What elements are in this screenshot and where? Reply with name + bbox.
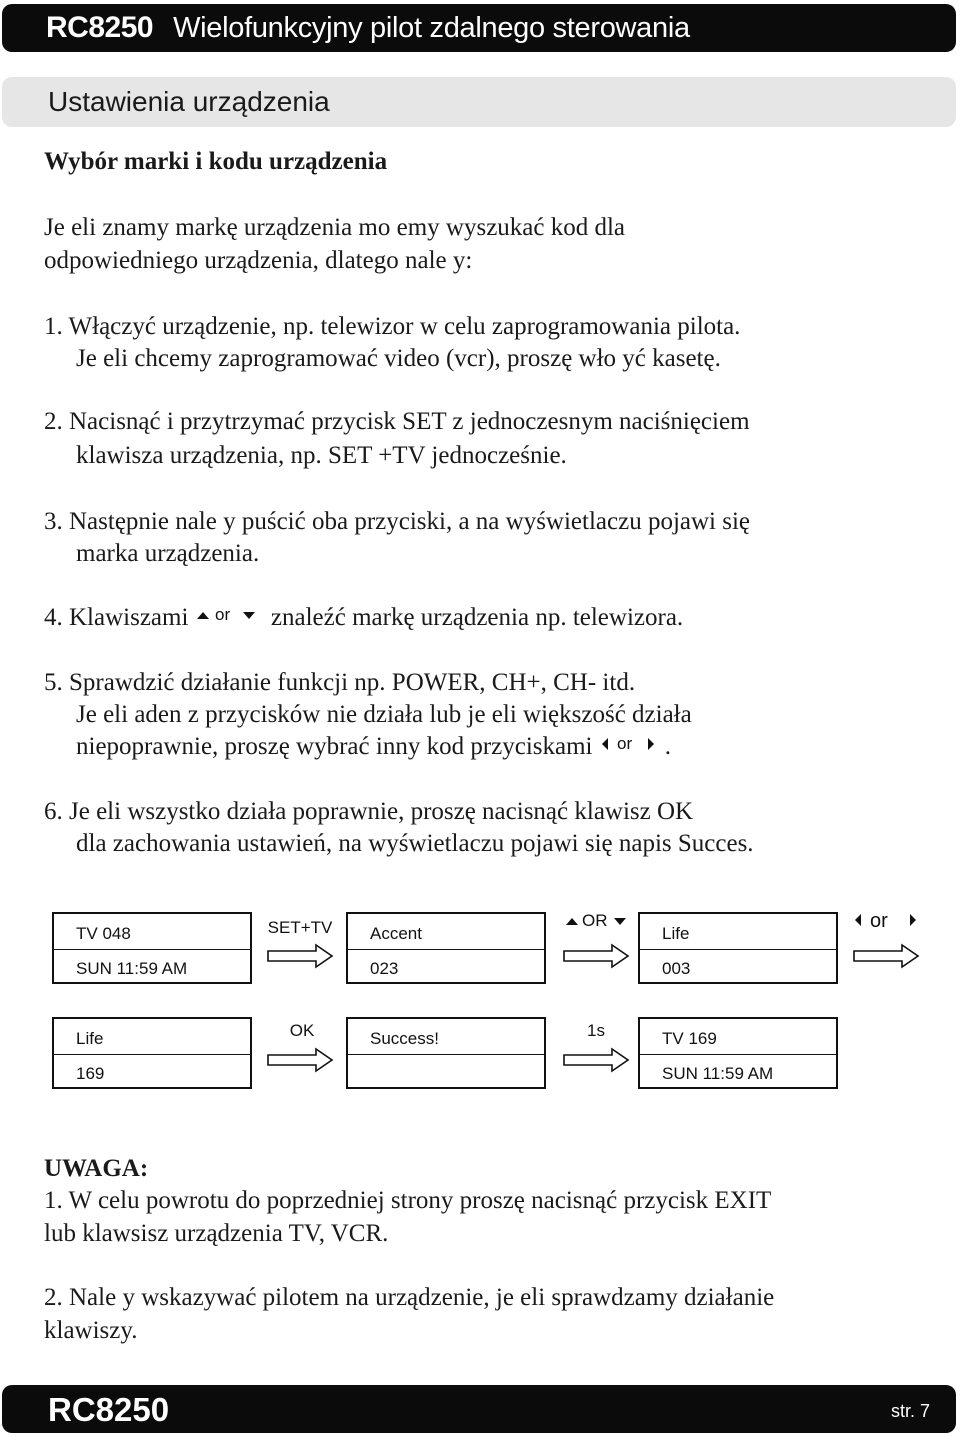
lcd-screen [52,1017,252,1089]
up-down-or-icon [562,910,634,932]
step-label-set-tv: SET+TV [267,918,333,937]
lcd-line-2: SUN 11:59 AM [662,1064,774,1083]
lcd-screen [52,912,252,984]
arrow-right-icon [266,942,336,970]
section-title: Ustawienia urządzenia [48,86,330,117]
lcd-screen [346,1017,546,1089]
lcd-line-1: TV 048 [76,924,131,943]
step-2-line-1: 2. Nacisnąć i przytrzymać przycisk SET z jednoczesnym naciśnięciem [44,408,750,435]
arrow-right-icon [562,942,632,970]
step-1-line-2: Je eli chcemy zaprogramować video (vcr), proszę wło yć kasetę. [76,345,721,372]
step-4-prefix: 4. Klawiszami [44,604,189,631]
step-label-1s: 1s [587,1021,605,1040]
note-2-line-2: klawiszy. [44,1317,138,1344]
lcd-line-2: 169 [76,1064,105,1083]
page-heading: Wybór marki i kodu urządzenia [44,148,388,175]
lcd-divider [348,1054,544,1055]
page-number: str. 7 [890,1401,930,1421]
step-4-or-label: or [214,605,230,625]
header-model: RC8250 [46,11,154,44]
lcd-line-2: 003 [662,959,691,978]
footer-bar [2,1385,956,1433]
left-right-or-icon [599,732,665,764]
step-3-line-2: marka urządzenia. [76,540,260,567]
section-title-bar [2,77,956,127]
lcd-line-1: Success! [370,1029,439,1048]
step-6-line-2: dla zachowania ustawień, na wyświetlaczu pojawi się napis Succes. [76,830,754,857]
up-down-or-icon [195,603,265,635]
step-2-line-2: klawisza urządzenia, np. SET +TV jednocześnie. [76,442,567,469]
lcd-divider [640,1054,836,1055]
header-bar [2,4,956,52]
step-5-line-3-prefix: niepoprawnie, proszę wybrać inny kod przyciskami [76,733,593,760]
note-1-line-2: lub klawsisz urządzenia TV, VCR. [44,1220,389,1247]
intro-line-2: odpowiedniego urządzenia, dlatego nale y: [44,247,473,274]
step-5-line-3 [76,731,671,764]
footer-model: RC8250 [48,1391,170,1428]
lcd-divider [640,949,836,950]
step-4-suffix: znaleźć markę urządzenia np. telewizora. [270,604,684,631]
lcd-line-1: Life [76,1029,104,1048]
lcd-screen [638,1017,838,1089]
step-6-line-1: 6. Je eli wszystko działa poprawnie, proszę nacisnąć klawisz OK [44,798,694,825]
lcd-line-2: SUN 11:59 AM [76,959,188,978]
step-4 [44,602,683,635]
lcd-line-1: TV 169 [662,1029,717,1048]
intro-line-1: Je eli znamy markę urządzenia mo emy wyszukać kod dla [44,214,626,241]
lcd-line-1: Accent [370,924,422,943]
arrow-right-icon [562,1046,632,1074]
left-right-or-icon [852,909,924,933]
lcd-screen [638,912,838,984]
step-5-line-1: 5. Sprawdzić działanie funkcji np. POWER, CH+, CH- itd. [44,669,636,696]
step-5-or-label: or [616,734,632,754]
lcd-divider [54,1054,250,1055]
step-label-ok: OK [289,1021,315,1040]
step-1-line-1: 1. Włączyć urządzenie, np. telewizor w celu zaprogramowania pilota. [44,313,741,340]
note-title: UWAGA: [44,1155,149,1182]
step-3-line-1: 3. Następnie nale y puścić oba przyciski, a na wyświetlaczu pojawi się [44,508,751,535]
lcd-line-2: 023 [370,959,399,978]
step-label-or-left-right: or [870,910,888,932]
note-2-line-1: 2. Nale y wskazywać pilotem na urządzenie, je eli sprawdzamy działanie [44,1284,775,1311]
step-5-line-2: Je eli aden z przycisków nie działa lub je eli większość działa [76,701,692,728]
step-label-or-up-down: OR [582,911,608,930]
lcd-line-1: Life [662,924,690,943]
lcd-divider [54,949,250,950]
lcd-divider [348,949,544,950]
step-5-line-3-suffix: . [664,733,672,760]
note-1-line-1: 1. W celu powrotu do poprzedniej strony proszę nacisnąć przycisk EXIT [44,1187,772,1214]
header-subtitle: Wielofunkcyjny pilot zdalnego sterowania [173,11,690,44]
lcd-screen [346,912,546,984]
arrow-right-icon [266,1046,336,1074]
arrow-right-icon [852,942,922,970]
